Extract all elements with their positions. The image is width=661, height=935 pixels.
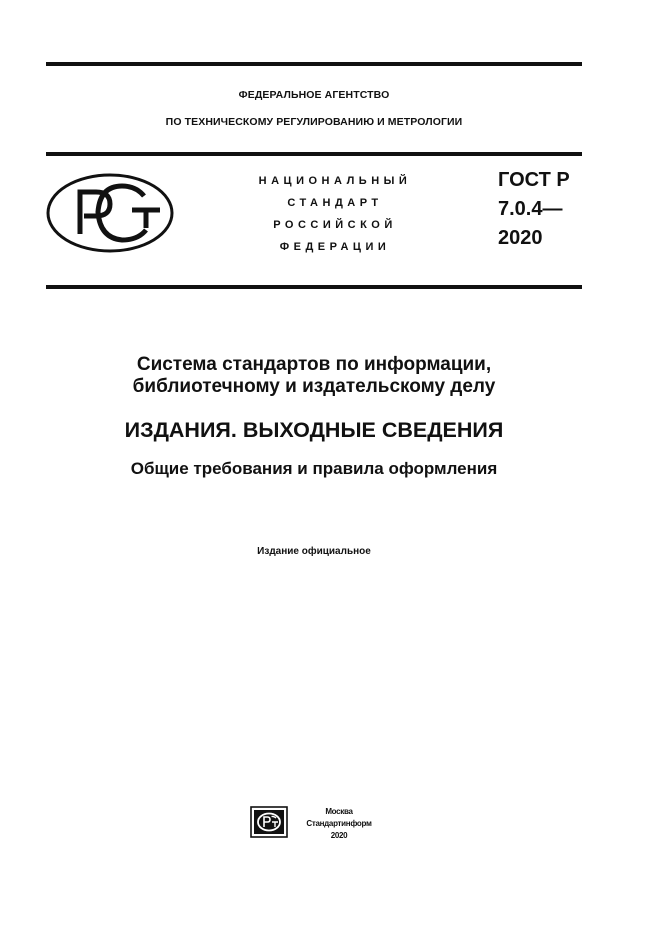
header-rule — [46, 152, 582, 156]
standard-type-line3: РОССИЙСКОЙ — [273, 219, 397, 231]
series-title-line2: библиотечному и издательскому делу — [132, 376, 496, 397]
document-subtitle: Общие требования и правила оформления — [130, 459, 498, 478]
agency-name-line2: ПО ТЕХНИЧЕСКОМУ РЕГУЛИРОВАНИЮ И МЕТРОЛОГИИ — [165, 116, 463, 128]
standard-type-line1: НАЦИОНАЛЬНЫЙ — [258, 175, 412, 187]
document-title: ИЗДАНИЯ. ВЫХОДНЫЕ СВЕДЕНИЯ — [124, 418, 504, 442]
imprint-year: 2020 — [330, 831, 348, 840]
standard-designation — [498, 166, 570, 253]
designation-line2: 7.0.4— — [498, 198, 563, 220]
designation-line3: 2020 — [498, 227, 543, 249]
standard-type-line2: СТАНДАРТ — [287, 197, 383, 209]
middle-rule — [46, 285, 582, 289]
standard-type — [230, 170, 440, 258]
series-title-line1: Система стандартов по информации, — [136, 354, 492, 375]
series-title — [46, 354, 582, 398]
edition-label: Издание официальное — [257, 546, 371, 557]
top-rule — [46, 62, 582, 66]
designation-line1: ГОСТ Р — [498, 169, 570, 191]
imprint-city: Москва — [325, 807, 353, 816]
rst-certification-mark-icon — [46, 172, 176, 254]
agency-name-line1: ФЕДЕРАЛЬНОЕ АГЕНТСТВО — [238, 89, 390, 101]
imprint — [298, 806, 380, 842]
standartinform-logo-icon — [250, 806, 288, 838]
imprint-publisher: Стандартинформ — [306, 819, 372, 828]
standard-type-line4: ФЕДЕРАЦИИ — [279, 241, 391, 253]
